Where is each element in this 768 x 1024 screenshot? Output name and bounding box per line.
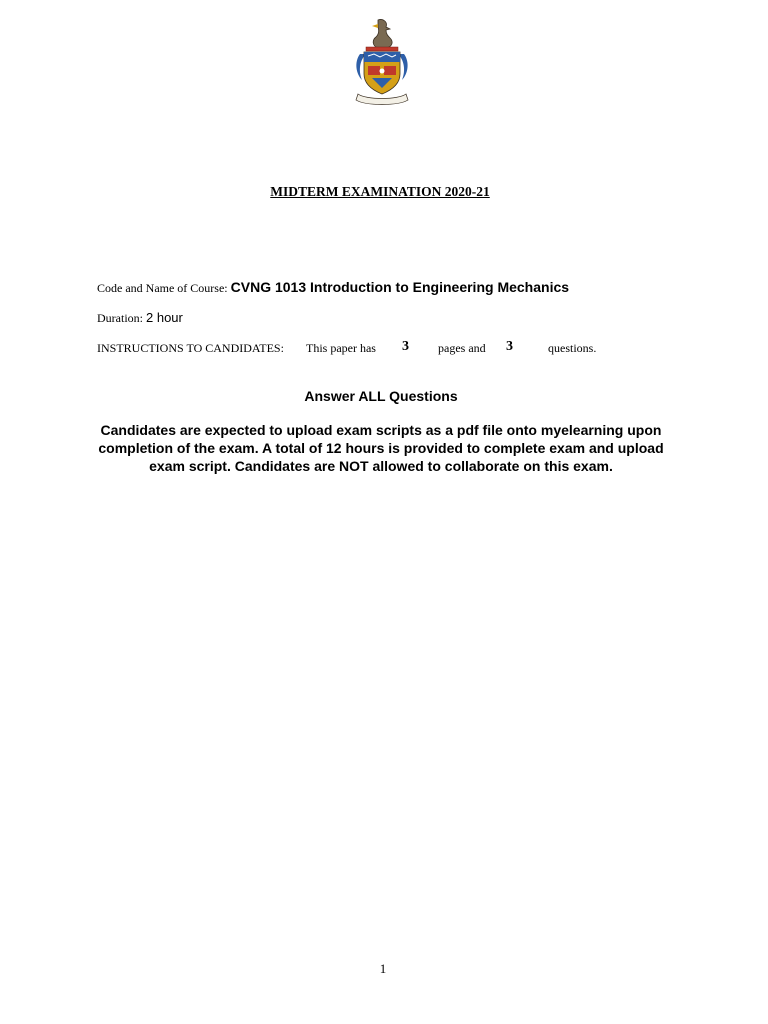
instructions-text-c: questions. <box>548 341 597 355</box>
course-line <box>97 279 569 296</box>
course-label: Code and Name of Course: <box>97 281 228 295</box>
duration-label: Duration: <box>97 311 143 325</box>
instructions-label: INSTRUCTIONS TO CANDIDATES: <box>97 341 284 355</box>
course-value: CVNG 1013 Introduction to Engineering Mechanics <box>230 279 570 295</box>
duration-line <box>97 310 183 326</box>
duration-value: 2 hour <box>146 310 183 325</box>
instructions-text-b: pages and <box>438 341 486 355</box>
page-number: 1 <box>379 961 387 976</box>
answer-all-heading: Answer ALL Questions <box>304 388 458 404</box>
university-crest-icon <box>350 16 414 106</box>
instructions-line <box>97 341 657 359</box>
questions-count: 3 <box>506 339 513 354</box>
pages-count: 3 <box>402 339 409 354</box>
upload-instructions-paragraph: Candidates are expected to upload exam scripts as a pdf file onto myelearning upon completion of the exam. A total of 12 hours is provided to complete exam and upload exam script. Candidates are NOT allowed to collaborate on this exam. <box>98 422 664 474</box>
exam-title: MIDTERM EXAMINATION 2020-21 <box>270 184 490 199</box>
instructions-text-a: This paper has <box>306 341 376 355</box>
